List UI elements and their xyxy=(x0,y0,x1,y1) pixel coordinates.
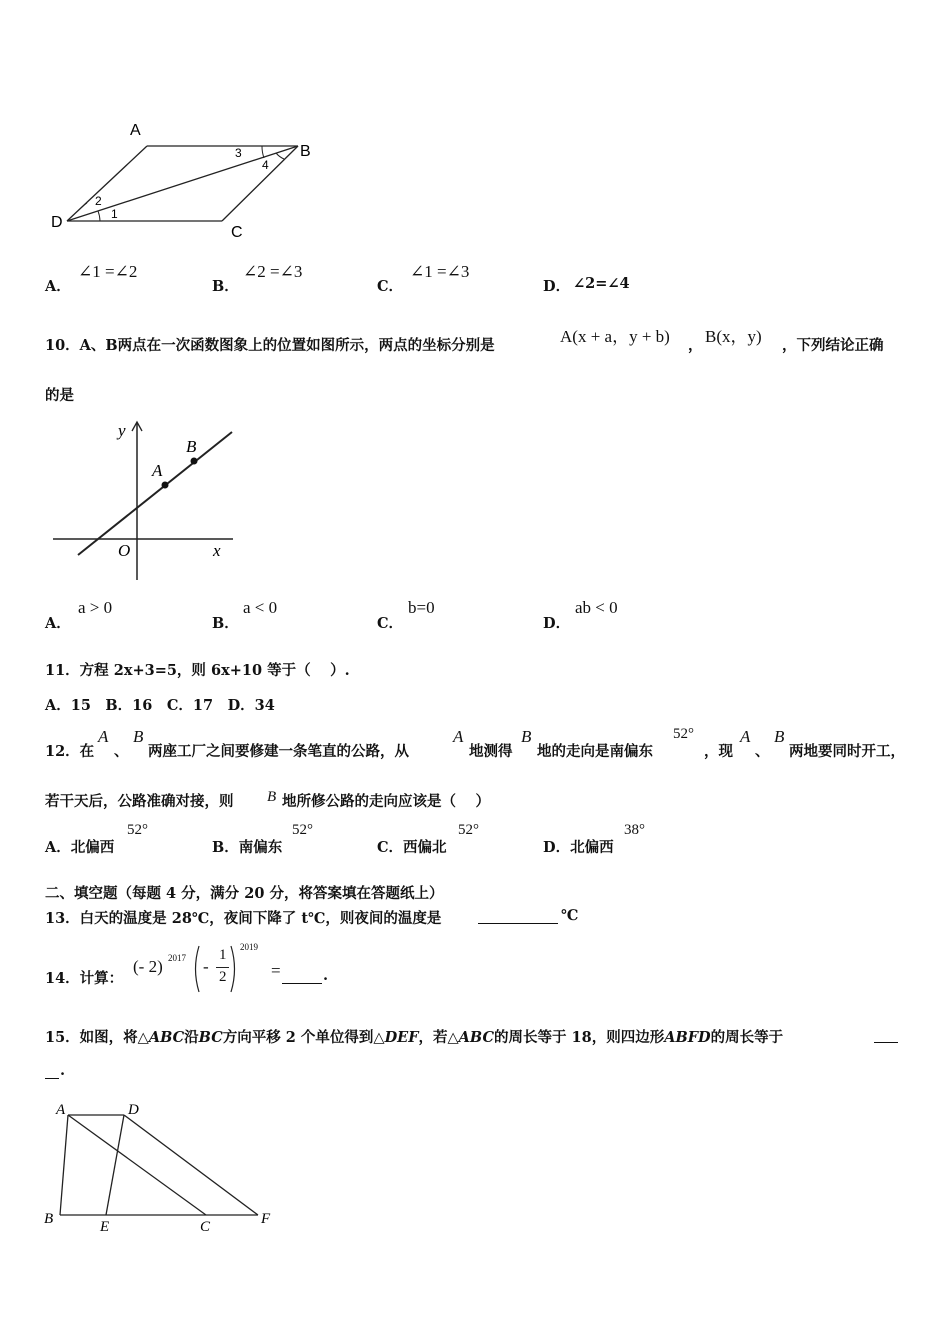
q12-sep-1: 、 xyxy=(114,743,129,760)
point-b-label: B xyxy=(186,437,197,456)
q12-text-7: 若干天后，公路准确对接，则 xyxy=(45,793,234,810)
q15-bc: BC xyxy=(198,1029,223,1046)
q10-option-c-letter: C． xyxy=(377,615,404,632)
q12-text-3: 地测得 xyxy=(469,743,513,760)
q12-var-b4: B xyxy=(267,789,277,805)
vertex-A-label: A xyxy=(56,1102,66,1118)
q14-exponent-1: 2017 xyxy=(168,953,186,963)
q14-answer-blank[interactable] xyxy=(282,969,322,984)
q15-abc-1: ABC xyxy=(148,1029,185,1046)
q12-option-d-label: D．北偏西 xyxy=(543,839,614,856)
q12-option-b-label: B．南偏东 xyxy=(212,839,283,856)
q12-text-5: ，现 xyxy=(704,743,733,760)
q15-text-2: 沿 xyxy=(184,1029,199,1046)
q9-option-a-letter: A． xyxy=(45,278,71,295)
q10-option-a-letter: A． xyxy=(45,615,71,632)
q12-degree-1: 52° xyxy=(673,726,694,742)
q15-text-3: 方向平移 2 个单位得到△ xyxy=(222,1029,385,1046)
q14-numerator: 1 xyxy=(219,947,227,963)
vertex-D-label: D xyxy=(51,214,63,231)
q12-text-4: 地的走向是南偏东 xyxy=(537,743,653,760)
point-a-dot xyxy=(162,482,169,489)
q14-right-paren xyxy=(230,945,238,993)
q15-translation-figure xyxy=(40,1098,280,1238)
vertex-A-label: A xyxy=(130,122,141,139)
q14-period: . xyxy=(323,967,329,984)
q13-answer-blank[interactable] xyxy=(478,909,558,924)
section-2-heading: 二、填空题（每题 4 分，满分 20 分，将答案填在答题纸上） xyxy=(45,885,444,902)
q15-answer-blank-part1[interactable] xyxy=(874,1028,898,1043)
q13-unit: ℃ xyxy=(561,907,579,924)
q14-equals: = xyxy=(271,961,281,980)
vertex-E-label: E xyxy=(100,1219,110,1235)
q10-option-c-math: b=0 xyxy=(408,598,435,617)
q9-option-b-letter: B． xyxy=(212,278,239,295)
q10-option-b-math: a < 0 xyxy=(243,598,278,617)
q12-text-6: 两地要同时开工， xyxy=(789,743,905,760)
q12-var-b3: B xyxy=(774,727,785,746)
q14-base-1: (- 2) xyxy=(133,957,163,976)
q12-var-b2: B xyxy=(521,727,532,746)
q12-text-2: 两座工厂之间要修建一条笔直的公路，从 xyxy=(148,743,409,760)
q12-option-a-degree: 52° xyxy=(127,822,148,838)
q14-fraction-bar xyxy=(216,967,229,968)
q10-coord-a: A(x + a，y + b) xyxy=(560,327,670,346)
q14-denominator: 2 xyxy=(219,969,227,985)
q15-text-1: 15．如图，将△ xyxy=(45,1029,149,1046)
q15-text-6: 的周长等于 xyxy=(710,1029,784,1046)
q10-separator: ， xyxy=(688,337,703,354)
angle-1-label: 1 xyxy=(111,207,118,221)
q12-option-c-degree: 52° xyxy=(458,822,479,838)
vertex-C-label: C xyxy=(231,224,243,241)
q12-sep-2: 、 xyxy=(755,743,770,760)
x-axis-label: x xyxy=(213,541,221,560)
q10-coord-b: B(x，y) xyxy=(705,327,762,346)
point-a-label: A xyxy=(152,461,163,480)
q12-var-b1: B xyxy=(133,727,144,746)
q15-def: DEF xyxy=(384,1029,419,1046)
q9-option-c-letter: C． xyxy=(377,278,404,295)
q12-text-8: 地所修公路的走向应该是（ ） xyxy=(282,793,491,810)
q10-stem-part2: ，下列结论正确 xyxy=(782,337,884,354)
q12-var-a3: A xyxy=(740,727,751,746)
q10-option-d-math: ab < 0 xyxy=(575,598,618,617)
q15-answer-blank-part2[interactable] xyxy=(45,1064,59,1079)
q10-option-a-math: a > 0 xyxy=(78,598,113,617)
q11-stem: 11．方程 2x+3=5，则 6x+10 等于（ ）. xyxy=(45,662,350,679)
q15-text-4: ，若△ xyxy=(418,1029,459,1046)
q15-abfd: ABFD xyxy=(664,1029,711,1046)
q12-option-a-label: A．北偏西 xyxy=(45,839,115,856)
q15-abc-2: ABC xyxy=(458,1029,494,1046)
q9-option-c-math: ∠1 =∠3 xyxy=(410,262,470,281)
q13-stem: 13．白天的温度是 28℃，夜间下降了 t℃，则夜间的温度是 xyxy=(45,910,442,927)
angle-3-label: 3 xyxy=(235,146,242,160)
q15-text-5: 的周长等于 18，则四边形 xyxy=(494,1029,665,1046)
q14-left-paren xyxy=(192,945,200,993)
vertex-C-label: C xyxy=(200,1219,211,1235)
y-axis-label: y xyxy=(118,421,126,440)
vertex-B-label: B xyxy=(300,143,311,160)
point-b-dot xyxy=(191,458,198,465)
vertex-F-label: F xyxy=(261,1211,271,1227)
q12-var-a2: A xyxy=(453,727,464,746)
q9-option-d-letter: D． xyxy=(543,278,571,295)
angle-2-label: 2 xyxy=(95,194,102,208)
q10-option-b-letter: B． xyxy=(212,615,239,632)
q15-period: . xyxy=(60,1062,66,1079)
q9-parallelogram-figure xyxy=(40,115,330,245)
origin-label: O xyxy=(118,541,131,560)
q12-option-c-label: C．西偏北 xyxy=(377,839,447,856)
q14-minus: - xyxy=(203,957,209,976)
q14-label: 14．计算： xyxy=(45,970,124,987)
q15-stem-line xyxy=(45,1026,783,1047)
q11-options: A．15 B．16 C．17 D．34 xyxy=(45,697,275,714)
q9-option-b-math: ∠2 =∠3 xyxy=(243,262,303,281)
q10-stem-part1: 10．A、B两点在一次函数图象上的位置如图所示，两点的坐标分别是 xyxy=(45,337,495,354)
q12-var-a1: A xyxy=(98,727,109,746)
q14-exponent-2: 2019 xyxy=(240,942,258,952)
vertex-B-label: B xyxy=(44,1211,54,1227)
q10-linear-function-graph xyxy=(48,418,248,588)
q12-option-d-degree: 38° xyxy=(624,822,645,838)
q12-text-1: 12．在 xyxy=(45,743,95,760)
q10-stem-part3: 的是 xyxy=(45,387,74,404)
q12-option-b-degree: 52° xyxy=(292,822,313,838)
q9-option-d-math: ∠2=∠4 xyxy=(573,275,630,292)
vertex-D-label: D xyxy=(128,1102,139,1118)
angle-4-label: 4 xyxy=(262,158,269,172)
q10-option-d-letter: D． xyxy=(543,615,571,632)
q9-option-a-math: ∠1 =∠2 xyxy=(78,262,138,281)
